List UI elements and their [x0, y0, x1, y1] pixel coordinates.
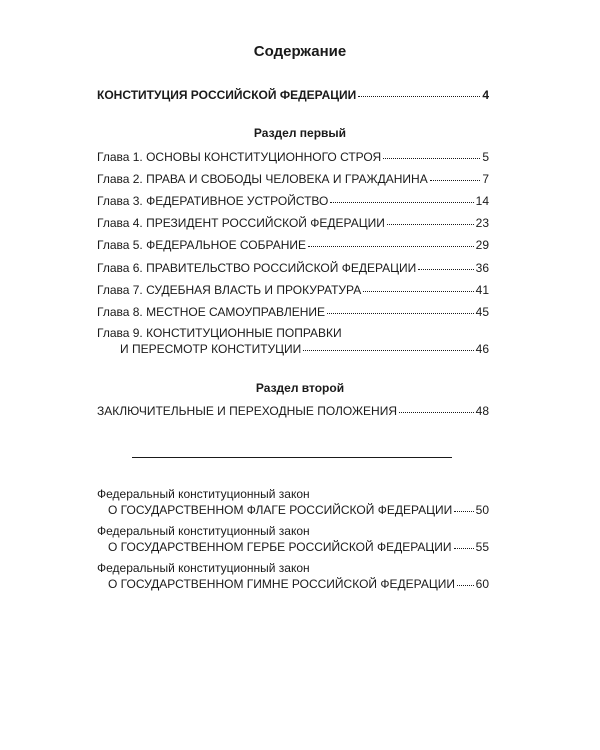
toc-entry-text: И ПЕРЕСМОТР КОНСТИТУЦИИ	[120, 342, 302, 356]
toc-entry-text: Глава 4. ПРЕЗИДЕНТ РОССИЙСКОЙ ФЕДЕРАЦИИ	[97, 216, 385, 230]
dot-leader	[303, 350, 473, 351]
dot-leader	[430, 180, 481, 181]
dot-leader	[358, 96, 480, 97]
toc-entry-chapter-2[interactable]	[97, 172, 489, 186]
toc-entry-chapter-6[interactable]	[97, 261, 489, 275]
toc-page-number: 48	[475, 404, 489, 418]
law-kind-label: Федеральный конституционный закон	[97, 487, 310, 501]
toc-page-number: 46	[475, 342, 489, 356]
dot-leader	[454, 511, 473, 512]
toc-page-number: 60	[475, 577, 489, 591]
dot-leader	[383, 158, 480, 159]
dot-leader	[308, 246, 474, 247]
toc-entry-chapter-8[interactable]	[97, 305, 489, 319]
dot-leader	[387, 224, 474, 225]
toc-entry-text: Глава 6. ПРАВИТЕЛЬСТВО РОССИЙСКОЙ ФЕДЕРАЦИИ	[97, 261, 417, 275]
toc-entry-text: Глава 2. ПРАВА И СВОБОДЫ ЧЕЛОВЕКА И ГРАЖДАНИНА	[97, 172, 428, 186]
dot-leader	[363, 291, 473, 292]
toc-page-number: 36	[475, 261, 489, 275]
toc-page-number: 4	[482, 88, 489, 102]
toc-entry-chapter-9-line1[interactable]: Глава 9. КОНСТИТУЦИОННЫЕ ПОПРАВКИ	[97, 326, 342, 340]
toc-entry-chapter-4[interactable]	[97, 216, 489, 230]
toc-entry-chapter-7[interactable]	[97, 283, 489, 297]
toc-page-number: 50	[475, 503, 489, 517]
toc-entry-law-anthem[interactable]	[108, 577, 489, 591]
toc-entry-text: Глава 1. ОСНОВЫ КОНСТИТУЦИОННОГО СТРОЯ	[97, 150, 382, 164]
toc-entry-chapter-9[interactable]	[120, 342, 489, 356]
toc-page-number: 5	[482, 150, 489, 164]
toc-entry-text: Глава 8. МЕСТНОЕ САМОУПРАВЛЕНИЕ	[97, 305, 325, 319]
toc-entry-law-flag[interactable]	[108, 503, 489, 517]
toc-page-number: 41	[475, 283, 489, 297]
toc-entry-text: Глава 3. ФЕДЕРАТИВНОЕ УСТРОЙСТВО	[97, 194, 329, 208]
toc-entry-text: О ГОСУДАРСТВЕННОМ ГИМНЕ РОССИЙСКОЙ ФЕДЕРАЦИИ	[108, 577, 455, 591]
toc-entry-text: О ГОСУДАРСТВЕННОМ ФЛАГЕ РОССИЙСКОЙ ФЕДЕРАЦИИ	[108, 503, 453, 517]
toc-page-number: 14	[475, 194, 489, 208]
dot-leader	[399, 412, 474, 413]
dot-leader	[327, 313, 474, 314]
toc-page-number: 55	[475, 540, 489, 554]
toc-page-number: 29	[475, 238, 489, 252]
dot-leader	[454, 548, 474, 549]
toc-entry-chapter-3[interactable]	[97, 194, 489, 208]
divider-line	[132, 457, 452, 458]
toc-entry-text: О ГОСУДАРСТВЕННОМ ГЕРБЕ РОССИЙСКОЙ ФЕДЕРАЦИИ	[108, 540, 452, 554]
dot-leader	[330, 202, 473, 203]
dot-leader	[418, 269, 473, 270]
dot-leader	[457, 585, 474, 586]
toc-entry-text: КОНСТИТУЦИЯ РОССИЙСКОЙ ФЕДЕРАЦИИ	[97, 88, 357, 102]
toc-entry-text: Глава 7. СУДЕБНАЯ ВЛАСТЬ И ПРОКУРАТУРА	[97, 283, 362, 297]
toc-page-number: 23	[475, 216, 489, 230]
toc-entry-constitution[interactable]	[97, 88, 489, 102]
section-heading-2: Раздел второй	[255, 381, 345, 395]
toc-entry-text: ЗАКЛЮЧИТЕЛЬНЫЕ И ПЕРЕХОДНЫЕ ПОЛОЖЕНИЯ	[97, 404, 398, 418]
section-heading-1: Раздел первый	[253, 126, 347, 140]
toc-page-number: 7	[482, 172, 489, 186]
toc-entry-text: Глава 5. ФЕДЕРАЛЬНОЕ СОБРАНИЕ	[97, 238, 307, 252]
law-kind-label: Федеральный конституционный закон	[97, 524, 310, 538]
toc-entry-law-emblem[interactable]	[108, 540, 489, 554]
toc-page-number: 45	[475, 305, 489, 319]
toc-entry-chapter-1[interactable]	[97, 150, 489, 164]
law-kind-label: Федеральный конституционный закон	[97, 561, 310, 575]
toc-entry-final-provisions[interactable]	[97, 404, 489, 418]
page-title: Содержание	[253, 43, 347, 60]
toc-entry-chapter-5[interactable]	[97, 238, 489, 252]
